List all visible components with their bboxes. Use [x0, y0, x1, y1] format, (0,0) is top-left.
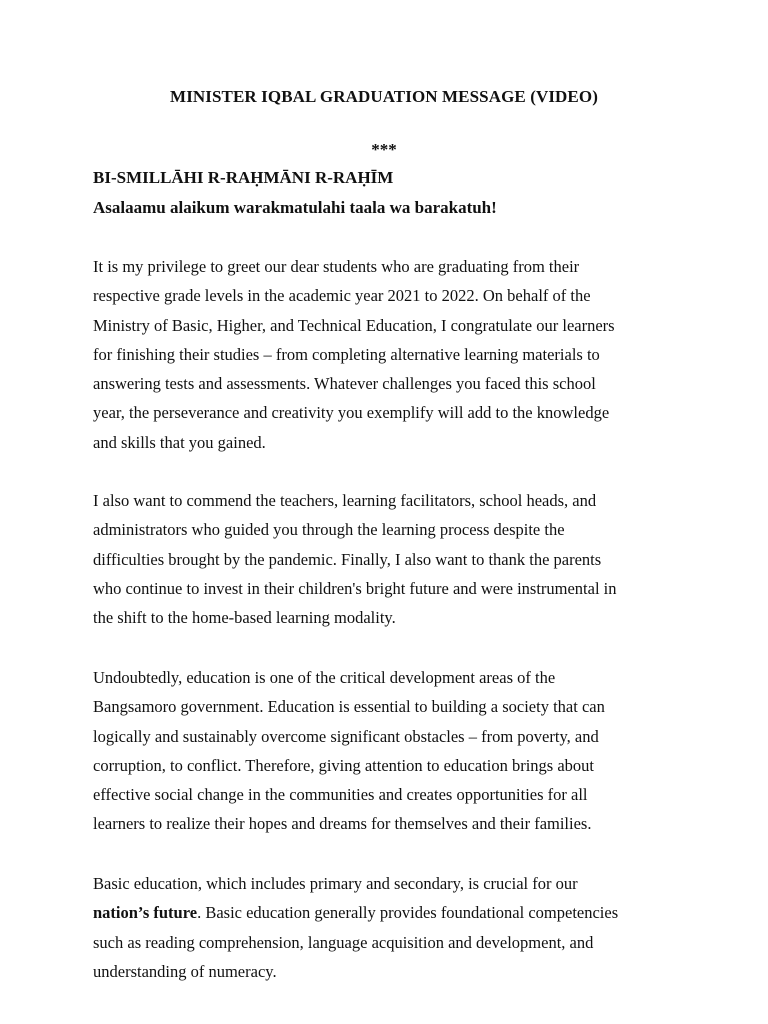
- paragraph-line: logically and sustainably overcome significant obstacles – from poverty, and: [93, 726, 599, 746]
- emphasis-text: nation’s future: [93, 903, 198, 923]
- paragraph-line: difficulties brought by the pandemic. Finally, I also want to thank the parents: [93, 549, 602, 569]
- paragraph-line: and skills that you gained.: [93, 432, 266, 452]
- paragraph-line: administrators who guided you through the learning process despite the: [93, 520, 565, 540]
- paragraph-line: corruption, to conflict. Therefore, giving attention to education brings about: [93, 755, 594, 775]
- paragraph-line: respective grade levels in the academic year 2021 to 2022. On behalf of the: [93, 286, 591, 306]
- paragraph-line: Bangsamoro government. Education is essential to building a society that can: [93, 697, 605, 717]
- arabic-greeting: BI-SMILLĀHI R-RAḤMĀNI R-RAḤĪM: [93, 168, 394, 187]
- paragraph-line: I also want to commend the teachers, learning facilitators, school heads, and: [93, 491, 597, 510]
- paragraph-line: answering tests and assessments. Whatever challenges you faced this school: [93, 374, 596, 394]
- paragraph-line: understanding of numeracy.: [93, 961, 277, 981]
- paragraph-line: It is my privilege to greet our dear students who are graduating from their: [93, 257, 580, 276]
- paragraph-line: such as reading comprehension, language acquisition and development, and: [93, 932, 594, 952]
- paragraph-line: who continue to invest in their children's bright future and were instrumental in: [93, 578, 617, 598]
- paragraph-line: [93, 902, 675, 931]
- paragraph-basic-education: [93, 873, 675, 990]
- paragraph-line-rest: . Basic education generally provides foundational competencies: [197, 903, 619, 923]
- paragraph-line: for finishing their studies – from completing alternative learning materials to: [93, 344, 600, 364]
- salam-greeting: Asalaamu alaikum warakmatulahi taala wa barakatuh!: [93, 198, 497, 217]
- paragraph-line: year, the perseverance and creativity you exemplify will add to the knowledge: [93, 403, 610, 423]
- paragraph-line: Basic education, which includes primary and secondary, is crucial for our: [93, 874, 578, 893]
- paragraph-congratulations: [93, 256, 675, 461]
- paragraph-line: Undoubtedly, education is one of the critical development areas of the: [93, 668, 556, 687]
- paragraph-line: learners to realize their hopes and dreams for themselves and their families.: [93, 814, 592, 834]
- paragraph-education-importance: [93, 667, 675, 843]
- section-separator: ***: [371, 140, 397, 159]
- paragraph-commendation: [93, 490, 675, 636]
- paragraph-line: effective social change in the communities and creates opportunities for all: [93, 785, 588, 805]
- paragraph-line: the shift to the home-based learning modality.: [93, 608, 396, 628]
- paragraph-line: Ministry of Basic, Higher, and Technical Education, I congratulate our learners: [93, 315, 615, 335]
- document-title: MINISTER IQBAL GRADUATION MESSAGE (VIDEO): [170, 87, 598, 106]
